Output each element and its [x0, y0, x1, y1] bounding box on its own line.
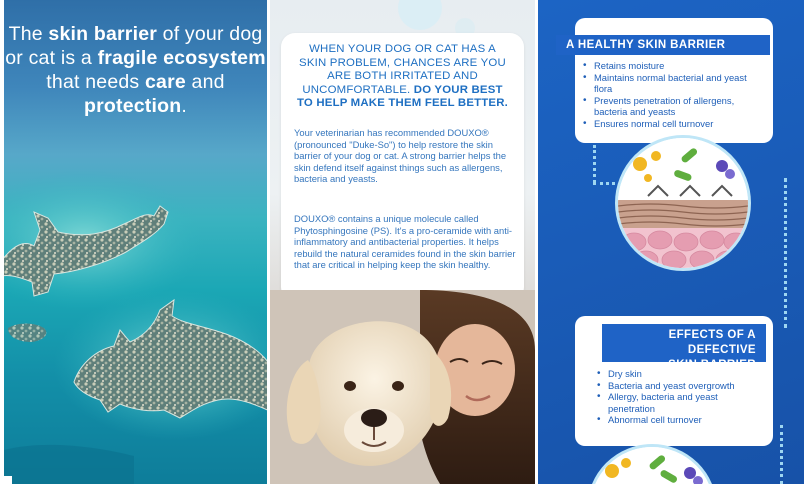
list-item: • Dry skin	[597, 368, 765, 380]
intro-panel	[270, 0, 535, 484]
list-item: • Ensures normal cell turnover	[583, 118, 761, 130]
list-item: • Prevents penetration of allergens, bacteria and yeasts	[583, 95, 761, 118]
connector-line	[593, 182, 615, 185]
connector-line	[780, 425, 783, 484]
list-item: • Retains moisture	[583, 60, 761, 72]
list-item: • Allergy, bacteria and yeast penetration	[597, 391, 765, 414]
skin-barrier-panel	[538, 0, 804, 484]
headline: The skin barrier of your dog or cat is a fragile ecosystem that needs care and protection.	[5, 23, 266, 117]
connector-line	[593, 145, 596, 183]
list-item: • Bacteria and yeast overgrowth	[597, 380, 765, 392]
intro-paragraph-2: DOUXO® contains a unique molecule called Phytosphingosine (PS). It's a pro-ceramide with anti-inflammatory and antibacterial properties. It helps rebuild the natural ceramides found in the skin barrier that are critical in helping keep the skin healthy.	[294, 213, 516, 271]
defective-skin-diagram	[587, 444, 717, 484]
list-item: • Maintains normal bacterial and yeast flora	[583, 72, 761, 95]
defective-barrier-list	[597, 368, 765, 426]
connector-line	[784, 178, 787, 328]
healthy-skin-diagram	[615, 135, 751, 271]
healthy-barrier-list	[583, 60, 761, 130]
ocean-panel	[4, 0, 267, 484]
intro-paragraph-1: Your veterinarian has recommended DOUXO® (pronounced "Duke-So") to help restore the skin barrier of your dog or cat. A strong barrier helps the skin defend itself against things such as allergens, bacteria and yeasts.	[294, 127, 507, 185]
intro-card	[281, 33, 524, 301]
dog-and-woman-photo	[270, 290, 535, 484]
reef-illustration	[4, 150, 267, 484]
intro-title: WHEN YOUR DOG OR CAT HAS A SKIN PROBLEM, CHANCES ARE YOU ARE BOTH IRRITATED AND UNCOMFORTABLE. DO YOUR BEST TO HELP MAKE THEM FEEL BETTER.	[296, 43, 509, 110]
page-corner	[4, 476, 12, 484]
defective-barrier-title: EFFECTS OF A DEFECTIVE SKIN BARRIER	[602, 324, 766, 362]
healthy-barrier-title: A HEALTHY SKIN BARRIER	[556, 35, 770, 55]
list-item: • Abnormal cell turnover	[597, 414, 765, 426]
